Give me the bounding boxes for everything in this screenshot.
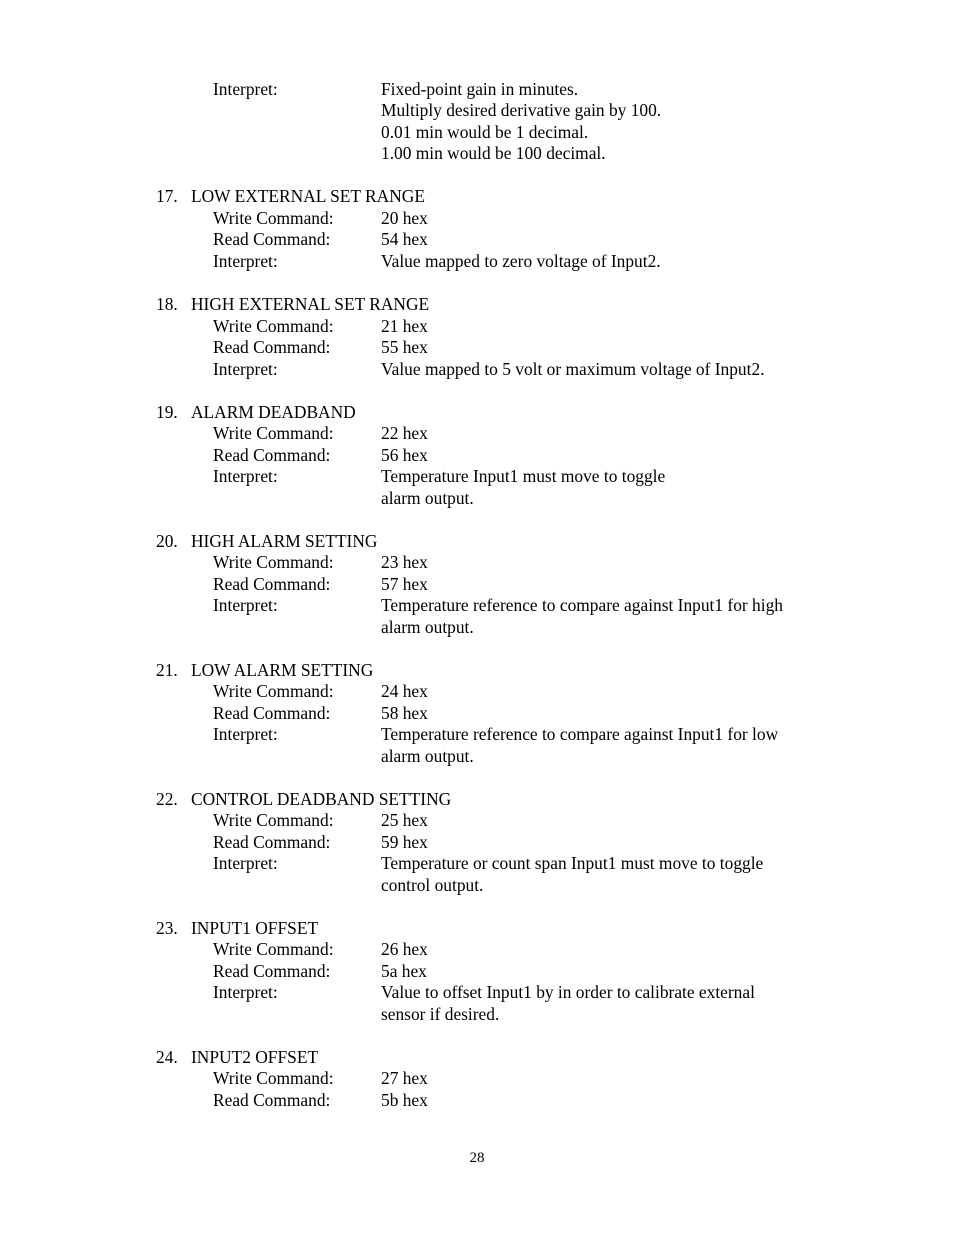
read-command-label: Read Command:	[213, 703, 331, 723]
intro-line: Multiply desired derivative gain by 100.	[381, 100, 662, 120]
section-title: INPUT2 OFFSET	[191, 1047, 319, 1067]
interpret-text: Temperature Input1 must move to toggle	[381, 466, 666, 486]
intro-interpret-label: Interpret:	[213, 79, 278, 99]
write-command-label: Write Command:	[213, 316, 334, 336]
read-command-label: Read Command:	[213, 832, 331, 852]
write-command-value: 20 hex	[381, 208, 428, 228]
write-command-value: 24 hex	[381, 681, 428, 701]
read-command-value: 55 hex	[381, 337, 428, 357]
interpret-label: Interpret:	[213, 251, 278, 271]
write-command-value: 21 hex	[381, 316, 428, 336]
interpret-text: Temperature reference to compare against Input1 for low	[381, 724, 779, 744]
interpret-label: Interpret:	[213, 359, 278, 379]
interpret-label: Interpret:	[213, 466, 278, 486]
section-number: 19.	[156, 402, 178, 422]
read-command-label: Read Command:	[213, 445, 331, 465]
write-command-value: 26 hex	[381, 939, 428, 959]
interpret-text: alarm output.	[381, 617, 474, 637]
section-title: CONTROL DEADBAND SETTING	[191, 789, 452, 809]
interpret-text: Temperature reference to compare against Input1 for high	[381, 595, 783, 615]
read-command-value: 56 hex	[381, 445, 428, 465]
interpret-label: Interpret:	[213, 724, 278, 744]
read-command-label: Read Command:	[213, 337, 331, 357]
write-command-label: Write Command:	[213, 208, 334, 228]
interpret-text: sensor if desired.	[381, 1004, 500, 1024]
read-command-value: 59 hex	[381, 832, 428, 852]
section-number: 24.	[156, 1047, 178, 1067]
write-command-value: 25 hex	[381, 810, 428, 830]
read-command-label: Read Command:	[213, 961, 331, 981]
section-title: LOW ALARM SETTING	[191, 660, 374, 680]
section-number: 21.	[156, 660, 178, 680]
interpret-text: Value mapped to zero voltage of Input2.	[381, 251, 661, 271]
interpret-text: Value to offset Input1 by in order to calibrate external	[381, 982, 755, 1002]
interpret-text: control output.	[381, 875, 484, 895]
read-command-value: 5b hex	[381, 1090, 428, 1110]
write-command-label: Write Command:	[213, 423, 334, 443]
intro-line: 0.01 min would be 1 decimal.	[381, 122, 589, 142]
section-number: 23.	[156, 918, 178, 938]
write-command-label: Write Command:	[213, 939, 334, 959]
section-number: 20.	[156, 531, 178, 551]
section-number: 22.	[156, 789, 178, 809]
interpret-text: alarm output.	[381, 488, 474, 508]
read-command-value: 5a hex	[381, 961, 427, 981]
read-command-value: 57 hex	[381, 574, 428, 594]
write-command-value: 22 hex	[381, 423, 428, 443]
page-number: 28	[469, 1150, 485, 1166]
write-command-label: Write Command:	[213, 1068, 334, 1088]
section-title: ALARM DEADBAND	[191, 402, 356, 422]
read-command-label: Read Command:	[213, 574, 331, 594]
section-title: HIGH ALARM SETTING	[191, 531, 378, 551]
interpret-label: Interpret:	[213, 595, 278, 615]
section-title: LOW EXTERNAL SET RANGE	[191, 186, 425, 206]
write-command-label: Write Command:	[213, 681, 334, 701]
read-command-value: 58 hex	[381, 703, 428, 723]
section-title: HIGH EXTERNAL SET RANGE	[191, 294, 430, 314]
write-command-value: 27 hex	[381, 1068, 428, 1088]
read-command-value: 54 hex	[381, 229, 428, 249]
interpret-text: alarm output.	[381, 746, 474, 766]
intro-line: Fixed-point gain in minutes.	[381, 79, 579, 99]
interpret-label: Interpret:	[213, 853, 278, 873]
write-command-label: Write Command:	[213, 810, 334, 830]
read-command-label: Read Command:	[213, 229, 331, 249]
section-title: INPUT1 OFFSET	[191, 918, 319, 938]
section-number: 18.	[156, 294, 178, 314]
read-command-label: Read Command:	[213, 1090, 331, 1110]
interpret-text: Value mapped to 5 volt or maximum voltage of Input2.	[381, 359, 765, 379]
write-command-value: 23 hex	[381, 552, 428, 572]
write-command-label: Write Command:	[213, 552, 334, 572]
section-number: 17.	[156, 186, 178, 206]
interpret-text: Temperature or count span Input1 must move to toggle	[381, 853, 764, 873]
intro-line: 1.00 min would be 100 decimal.	[381, 143, 606, 163]
interpret-label: Interpret:	[213, 982, 278, 1002]
